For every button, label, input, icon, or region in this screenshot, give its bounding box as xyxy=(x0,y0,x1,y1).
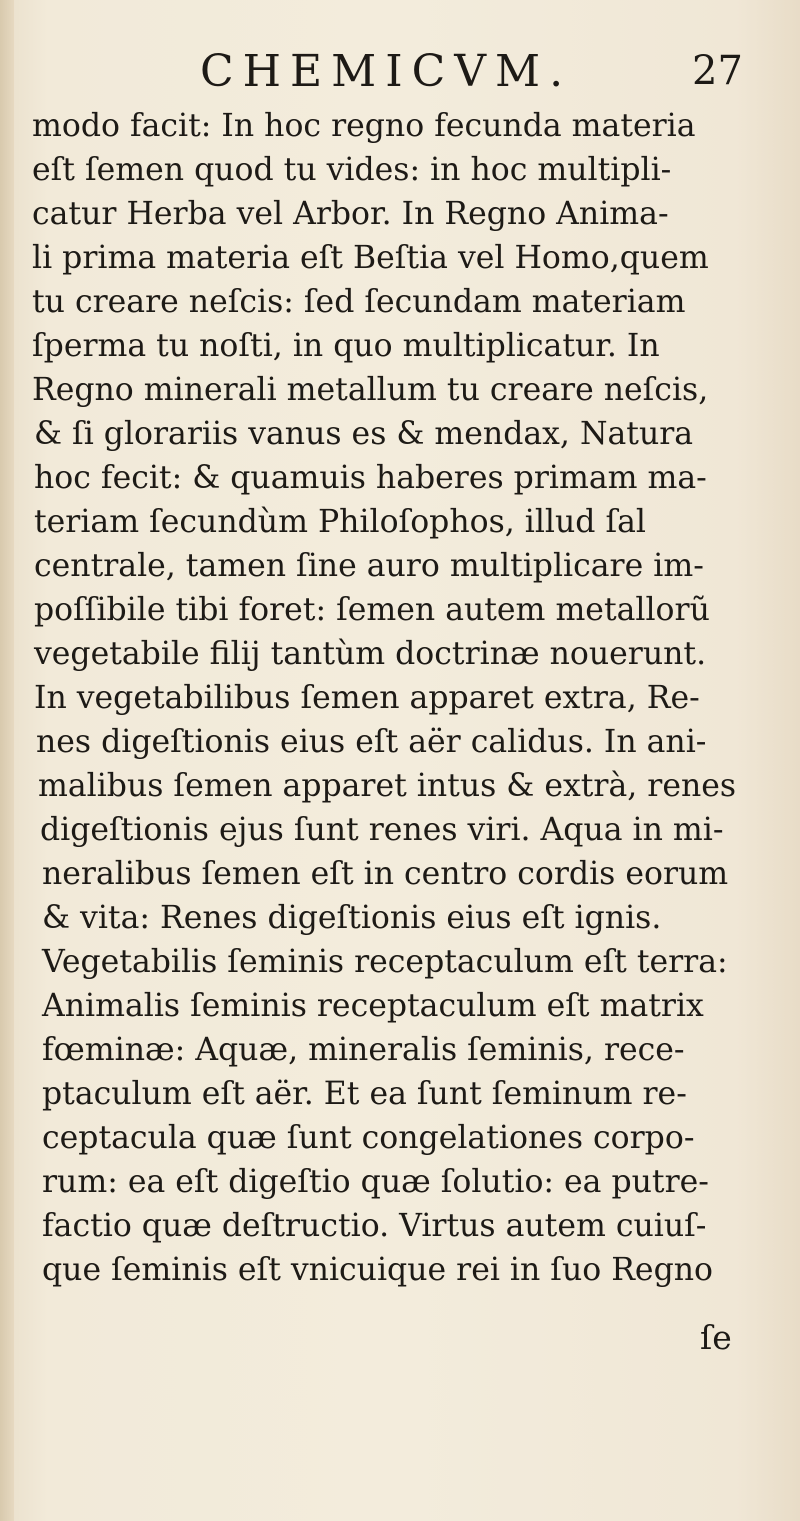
text-line: centrale, tamen ſine auro multiplicare im- xyxy=(34,548,704,584)
page-header xyxy=(0,38,800,98)
text-line: In vegetabilibus ſemen apparet extra, Re- xyxy=(34,680,700,716)
text-line: factio quæ deſtructio. Virtus autem cuiuſ- xyxy=(42,1208,707,1244)
text-line: ceptacula quæ ſunt congelationes corpo- xyxy=(42,1120,695,1156)
text-line: fœminæ: Aquæ, mineralis ſeminis, rece- xyxy=(42,1032,685,1068)
text-line: ptaculum eſt aër. Et ea ſunt ſeminum re- xyxy=(42,1076,687,1112)
catchword: ſe xyxy=(700,1318,732,1357)
text-line: catur Herba vel Arbor. In Regno Anima- xyxy=(32,196,669,232)
text-line: que ſeminis eſt vnicuique rei in ſuo Regno xyxy=(42,1252,713,1288)
text-line: malibus ſemen apparet intus & extrà, renes xyxy=(38,768,737,804)
text-line: li prima materia eſt Beſtia vel Homo,quem xyxy=(32,240,709,276)
page-gutter xyxy=(0,0,14,1521)
text-line: eſt ſemen quod tu vides: in hoc multipli- xyxy=(32,152,672,188)
text-line: & vita: Renes digeſtionis eius eſt ignis. xyxy=(42,900,662,936)
text-line: nes digeſtionis eius eſt aër calidus. In ani- xyxy=(36,724,707,760)
text-line: poſſibile tibi foret: ſemen autem metallorũ xyxy=(34,592,710,628)
text-line: & ſi glorariis vanus es & mendax, Natura xyxy=(34,416,694,452)
text-line: rum: ea eſt digeſtio quæ ſolutio: ea putre- xyxy=(42,1164,709,1200)
running-head: CHEMICVM. xyxy=(200,46,573,97)
text-line: Vegetabilis ſeminis receptaculum eſt terra: xyxy=(42,944,728,980)
text-line: modo facit: In hoc regno fecunda materia xyxy=(32,108,696,144)
text-line: hoc fecit: & quamuis haberes primam ma- xyxy=(34,460,707,496)
text-line: Animalis ſeminis receptaculum eſt matrix xyxy=(42,988,704,1024)
text-line: Regno minerali metallum tu creare neſcis, xyxy=(32,372,709,408)
text-line: vegetabile filij tantùm doctrinæ nouerunt. xyxy=(34,636,707,672)
text-line: teriam ſecundùm Philoſophos, illud ſal xyxy=(34,504,646,540)
text-line: digeſtionis ejus ſunt renes viri. Aqua in mi- xyxy=(40,812,724,848)
text-line: tu creare neſcis: ſed ſecundam materiam xyxy=(32,284,686,320)
page-number: 27 xyxy=(692,48,743,94)
text-line: ſperma tu noſti, in quo multiplicatur. In xyxy=(32,328,660,364)
text-line: neralibus ſemen eſt in centro cordis eorum xyxy=(42,856,729,892)
